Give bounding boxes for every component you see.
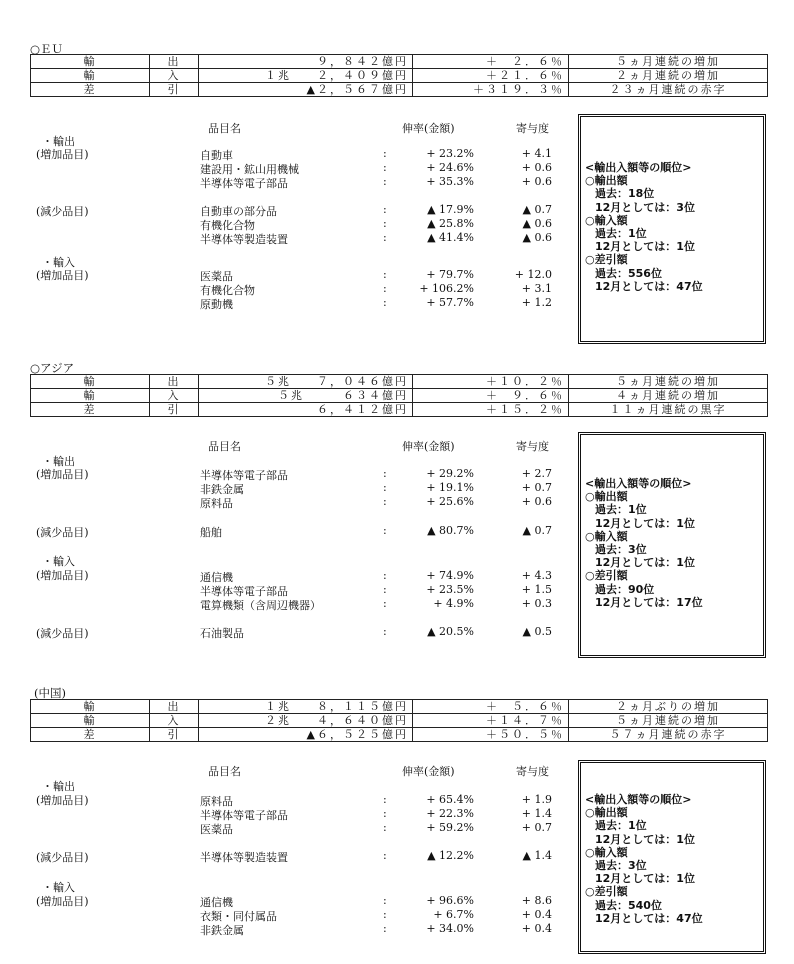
rank-import-heading: ○輸入額	[585, 845, 628, 859]
row-label: 輸	[31, 389, 150, 403]
item-rate: + 22.3%	[426, 807, 474, 820]
table-row	[31, 700, 768, 714]
row-label: 入	[150, 714, 199, 728]
item-name: 建設用・鉱山用機械	[200, 163, 299, 176]
table-row	[31, 69, 768, 83]
note-cell: ２ヵ月ぶりの増加	[569, 700, 768, 714]
item-name: 通信機	[200, 896, 233, 909]
item-contrib: ▲ 0.6	[522, 217, 552, 230]
rank-export-past: 過去：1位	[595, 503, 647, 517]
rank-export-past: 過去：1位	[595, 819, 647, 833]
colon: :	[383, 467, 387, 480]
item-contrib: + 0.6	[521, 175, 552, 188]
group-export: ・輸出	[42, 135, 75, 148]
item-rate: ▲ 41.4%	[427, 231, 474, 244]
item-contrib: + 3.1	[521, 282, 552, 295]
row-label: 輸	[31, 55, 150, 69]
item-name: 半導体等電子部品	[200, 585, 288, 598]
group-decrease: (減少品目)	[36, 627, 89, 640]
item-contrib: + 0.6	[521, 161, 552, 174]
item-contrib: + 2.7	[521, 467, 552, 480]
item-name: 医薬品	[200, 823, 233, 836]
ranking-box	[578, 114, 766, 344]
rank-import-december: 12月としては：1位	[595, 240, 695, 254]
colon: :	[383, 495, 387, 508]
group-increase: (増加品目)	[36, 269, 89, 282]
item-rate: + 6.7%	[433, 908, 474, 921]
colon: :	[383, 922, 387, 935]
item-name: 非鉄金属	[200, 483, 244, 496]
colon: :	[383, 597, 387, 610]
item-contrib: + 0.4	[521, 908, 552, 921]
table-row	[31, 55, 768, 69]
colon: :	[383, 625, 387, 638]
rank-balance-december: 12月としては：47位	[595, 279, 703, 293]
item-contrib: + 8.6	[521, 894, 552, 907]
rank-export-heading: ○輸出額	[585, 806, 628, 820]
rank-balance-heading: ○差引額	[585, 253, 628, 267]
section-title-eu: ○ＥＵ	[30, 42, 64, 56]
colon: :	[383, 296, 387, 309]
rank-import-december: 12月としては：1位	[595, 872, 695, 886]
header-item-name: 品目名	[208, 765, 241, 778]
row-label: 差	[31, 403, 150, 417]
rank-import-december: 12月としては：1位	[595, 556, 695, 570]
amount-cell: ６，４１２億円	[199, 403, 413, 417]
colon: :	[383, 282, 387, 295]
item-rate: ▲ 12.2%	[427, 849, 474, 862]
colon: :	[383, 849, 387, 862]
rank-balance-december: 12月としては：17位	[595, 595, 703, 609]
item-name: 医薬品	[200, 270, 233, 283]
note-cell: ５ヵ月連続の増加	[569, 714, 768, 728]
header-contribution: 寄与度	[516, 765, 549, 778]
item-contrib: + 1.4	[521, 807, 552, 820]
group-increase: (増加品目)	[36, 794, 89, 807]
group-increase: (増加品目)	[36, 569, 89, 582]
header-contribution: 寄与度	[516, 440, 549, 453]
table-row	[31, 375, 768, 389]
item-rate: + 57.7%	[426, 296, 474, 309]
group-import: ・輸入	[42, 881, 75, 894]
amount-cell: ２兆 ４，６４０億円	[199, 714, 413, 728]
row-label: 輸	[31, 69, 150, 83]
colon: :	[383, 147, 387, 160]
rate-cell: ＋２１．６％	[413, 69, 569, 83]
item-rate: + 19.1%	[426, 481, 474, 494]
row-label: 差	[31, 728, 150, 742]
row-label: 入	[150, 69, 199, 83]
colon: :	[383, 569, 387, 582]
row-label: 引	[150, 83, 199, 97]
item-name: 原料品	[200, 795, 233, 808]
item-name: 非鉄金属	[200, 924, 244, 937]
ranking-title: <輸出入額等の順位>	[585, 161, 692, 174]
row-label: 輸	[31, 714, 150, 728]
rate-cell: ＋ ９．６％	[413, 389, 569, 403]
item-rate: + 96.6%	[426, 894, 474, 907]
note-cell: ５７ヵ月連続の赤字	[569, 728, 768, 742]
header-growth-rate: 伸率(金額)	[402, 122, 455, 135]
ranking-content	[585, 477, 703, 609]
colon: :	[383, 231, 387, 244]
item-rate: ▲ 25.8%	[427, 217, 474, 230]
item-name: 原動機	[200, 298, 233, 311]
rank-balance-past: 過去：540位	[595, 898, 662, 912]
rank-import-past: 過去：1位	[595, 227, 647, 241]
note-cell: ４ヵ月連続の増加	[569, 389, 768, 403]
note-cell: １１ヵ月連続の黒字	[569, 403, 768, 417]
amount-cell: １兆 ８，１１５億円	[199, 700, 413, 714]
rate-cell: ＋１４．７％	[413, 714, 569, 728]
summary-table-eu	[30, 54, 768, 97]
item-name: 石油製品	[200, 627, 244, 640]
rank-export-december: 12月としては：3位	[595, 200, 695, 214]
item-rate: + 65.4%	[426, 793, 474, 806]
rank-import-heading: ○輸入額	[585, 213, 628, 227]
item-rate: + 106.2%	[419, 282, 474, 295]
rank-import-heading: ○輸入額	[585, 529, 628, 543]
rank-balance-heading: ○差引額	[585, 569, 628, 583]
group-import: ・輸入	[42, 256, 75, 269]
item-name: 有機化合物	[200, 284, 255, 297]
item-name: 自動車	[200, 149, 233, 162]
table-row	[31, 389, 768, 403]
summary-table-asia	[30, 374, 768, 417]
rank-export-heading: ○輸出額	[585, 174, 628, 188]
header-item-name: 品目名	[208, 122, 241, 135]
header-growth-rate: 伸率(金額)	[402, 440, 455, 453]
rank-balance-heading: ○差引額	[585, 885, 628, 899]
colon: :	[383, 793, 387, 806]
group-increase: (増加品目)	[36, 148, 89, 161]
item-name: 半導体等製造装置	[200, 851, 288, 864]
item-contrib: + 0.3	[521, 597, 552, 610]
item-contrib: ▲ 0.7	[522, 524, 552, 537]
rate-cell: ＋５０．５％	[413, 728, 569, 742]
amount-cell: ５兆 ６３４億円	[199, 389, 413, 403]
amount-cell: １兆 ２，４０９億円	[199, 69, 413, 83]
row-label: 入	[150, 389, 199, 403]
colon: :	[383, 524, 387, 537]
item-rate: + 79.7%	[426, 268, 474, 281]
item-contrib: + 1.2	[521, 296, 552, 309]
amount-cell: ５兆 ７，０４６億円	[199, 375, 413, 389]
rank-export-past: 過去：18位	[595, 187, 655, 201]
ranking-content	[585, 161, 703, 293]
item-rate: + 35.3%	[426, 175, 474, 188]
item-name: 原料品	[200, 497, 233, 510]
item-rate: + 29.2%	[426, 467, 474, 480]
row-label: 出	[150, 55, 199, 69]
note-cell: ５ヵ月連続の増加	[569, 55, 768, 69]
rate-cell: ＋３１９．３％	[413, 83, 569, 97]
item-rate: + 25.6%	[426, 495, 474, 508]
rate-cell: ＋ ２．６％	[413, 55, 569, 69]
group-increase: (増加品目)	[36, 895, 89, 908]
section-title-china: (中国)	[34, 686, 66, 700]
amount-cell: ▲６，５２５億円	[199, 728, 413, 742]
ranking-content	[585, 793, 703, 925]
item-name: 船舶	[200, 526, 222, 539]
ranking-box	[578, 432, 766, 658]
item-name: 半導体等電子部品	[200, 469, 288, 482]
item-contrib: ▲ 0.6	[522, 231, 552, 244]
item-name: 通信機	[200, 571, 233, 584]
item-name: 半導体等電子部品	[200, 809, 288, 822]
item-rate: + 74.9%	[426, 569, 474, 582]
rank-export-december: 12月としては：1位	[595, 832, 695, 846]
group-export: ・輸出	[42, 780, 75, 793]
header-growth-rate: 伸率(金額)	[402, 765, 455, 778]
rank-balance-past: 過去：556位	[595, 266, 662, 280]
item-contrib: ▲ 1.4	[522, 849, 552, 862]
colon: :	[383, 217, 387, 230]
note-cell: ２ヵ月連続の増加	[569, 69, 768, 83]
item-contrib: + 4.1	[521, 147, 552, 160]
summary-table-china	[30, 699, 768, 742]
item-contrib: + 0.4	[521, 922, 552, 935]
rank-import-past: 過去：3位	[595, 543, 647, 557]
group-decrease: (減少品目)	[36, 205, 89, 218]
row-label: 出	[150, 375, 199, 389]
row-label: 輸	[31, 375, 150, 389]
rank-export-heading: ○輸出額	[585, 490, 628, 504]
item-name: 電算機類（含周辺機器）	[200, 599, 321, 612]
item-rate: ▲ 80.7%	[427, 524, 474, 537]
ranking-box	[578, 760, 766, 954]
header-contribution: 寄与度	[516, 122, 549, 135]
item-rate: + 24.6%	[426, 161, 474, 174]
colon: :	[383, 268, 387, 281]
item-name: 衣類・同付属品	[200, 910, 277, 923]
table-row	[31, 403, 768, 417]
item-name: 半導体等製造装置	[200, 233, 288, 246]
item-rate: + 59.2%	[426, 821, 474, 834]
item-rate: ▲ 17.9%	[427, 203, 474, 216]
group-increase: (増加品目)	[36, 468, 89, 481]
table-row	[31, 714, 768, 728]
section-title-asia: ○アジア	[30, 361, 75, 375]
group-decrease: (減少品目)	[36, 526, 89, 539]
item-contrib: + 1.5	[521, 583, 552, 596]
table-row	[31, 83, 768, 97]
item-rate: + 34.0%	[426, 922, 474, 935]
item-contrib: + 4.3	[521, 569, 552, 582]
group-decrease: (減少品目)	[36, 851, 89, 864]
note-cell: ５ヵ月連続の増加	[569, 375, 768, 389]
colon: :	[383, 807, 387, 820]
group-export: ・輸出	[42, 455, 75, 468]
rank-import-past: 過去：3位	[595, 859, 647, 873]
ranking-title: <輸出入額等の順位>	[585, 793, 692, 806]
rate-cell: ＋１０．２％	[413, 375, 569, 389]
ranking-title: <輸出入額等の順位>	[585, 477, 692, 490]
rate-cell: ＋ ５．６％	[413, 700, 569, 714]
rank-balance-past: 過去：90位	[595, 582, 655, 596]
header-item-name: 品目名	[208, 440, 241, 453]
amount-cell: ▲２，５６７億円	[199, 83, 413, 97]
colon: :	[383, 161, 387, 174]
item-rate: + 23.2%	[426, 147, 474, 160]
item-name: 自動車の部分品	[200, 205, 277, 218]
amount-cell: ９，８４２億円	[199, 55, 413, 69]
item-name: 半導体等電子部品	[200, 177, 288, 190]
item-contrib: + 0.6	[521, 495, 552, 508]
item-contrib: + 0.7	[521, 821, 552, 834]
row-label: 引	[150, 728, 199, 742]
item-name: 有機化合物	[200, 219, 255, 232]
rank-export-december: 12月としては：1位	[595, 516, 695, 530]
item-rate: + 4.9%	[433, 597, 474, 610]
item-contrib: ▲ 0.5	[522, 625, 552, 638]
row-label: 輸	[31, 700, 150, 714]
item-contrib: + 12.0	[514, 268, 552, 281]
note-cell: ２３ヵ月連続の赤字	[569, 83, 768, 97]
row-label: 引	[150, 403, 199, 417]
colon: :	[383, 821, 387, 834]
item-rate: + 23.5%	[426, 583, 474, 596]
item-contrib: ▲ 0.7	[522, 203, 552, 216]
group-import: ・輸入	[42, 555, 75, 568]
table-row	[31, 728, 768, 742]
row-label: 差	[31, 83, 150, 97]
item-contrib: + 1.9	[521, 793, 552, 806]
item-rate: ▲ 20.5%	[427, 625, 474, 638]
colon: :	[383, 894, 387, 907]
colon: :	[383, 583, 387, 596]
rate-cell: ＋１５．２％	[413, 403, 569, 417]
colon: :	[383, 908, 387, 921]
item-contrib: + 0.7	[521, 481, 552, 494]
colon: :	[383, 481, 387, 494]
colon: :	[383, 175, 387, 188]
colon: :	[383, 203, 387, 216]
rank-balance-december: 12月としては：47位	[595, 911, 703, 925]
row-label: 出	[150, 700, 199, 714]
